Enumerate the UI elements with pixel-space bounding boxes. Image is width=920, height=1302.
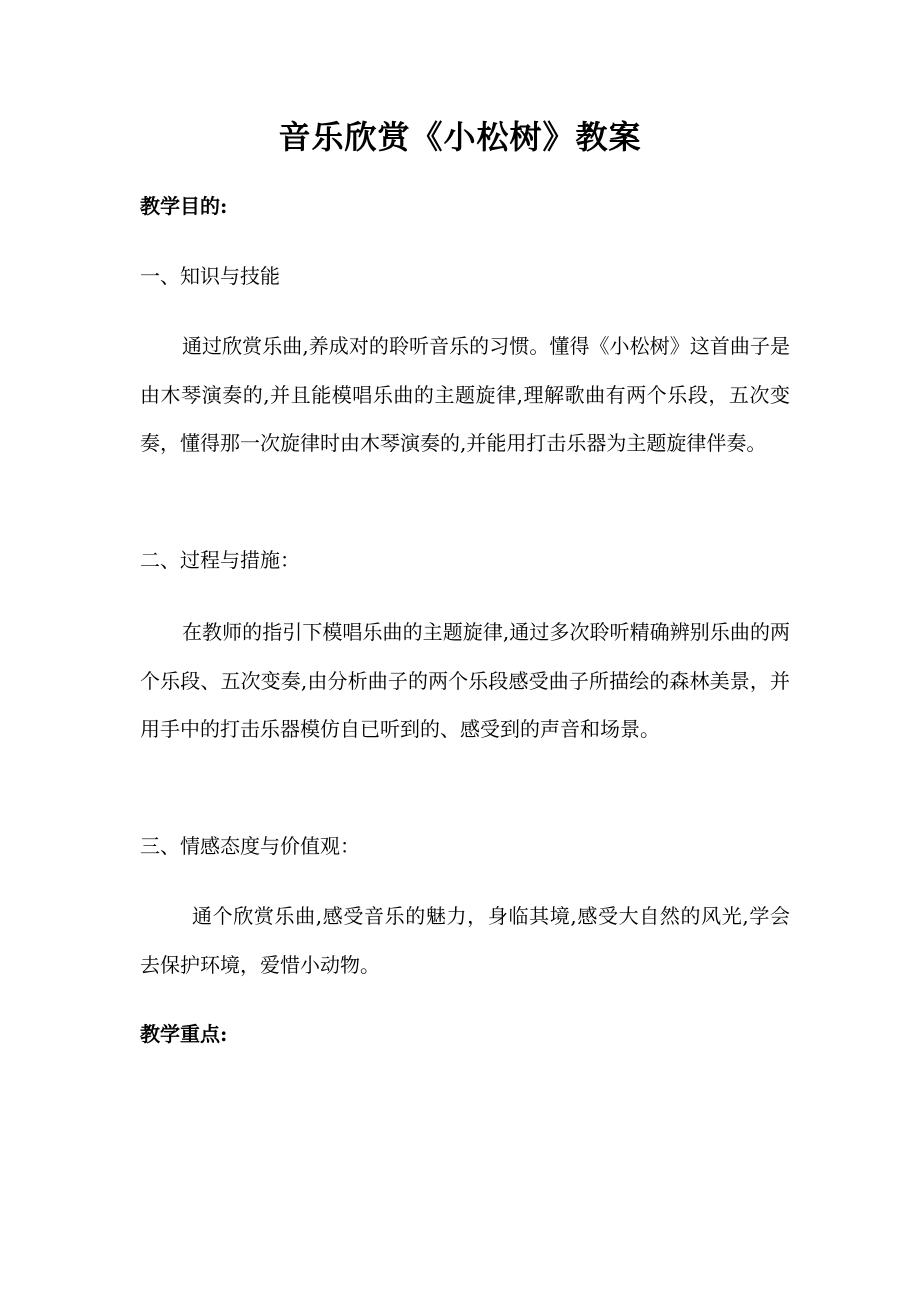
section3-heading: 三、情感态度与价值观： <box>140 834 360 858</box>
section1-paragraph: 通过欣赏乐曲,养成对的聆听音乐的习惯。懂得《小松树》这首曲子是由木琴演奏的,并且能模唱乐曲的主题旋律,理解歌曲有两个乐段，五次变奏，懂得那一次旋律时由木琴演奏的,并能用打击乐器为主题旋律伴奏。 <box>140 334 790 455</box>
document-title: 音乐欣赏《小松树》教案 <box>278 118 642 156</box>
section2-paragraph: 在教师的指引下模唱乐曲的主题旋律,通过多次聆听精确辨别乐曲的两个乐段、五次变奏,由分析曲子的两个乐段感受曲子所描绘的森林美景，并用手中的打击乐器模仿自已听到的、感受到的声音和场景。 <box>140 620 790 741</box>
key-points-heading: 教学重点: <box>140 1022 228 1046</box>
objectives-heading: 教学目的: <box>140 194 228 218</box>
section1-heading: 一、知识与技能 <box>140 264 280 288</box>
section3-paragraph: 通个欣赏乐曲,感受音乐的魅力，身临其境,感受大自然的风光,学会去保护环境，爱惜小动物。 <box>140 904 790 977</box>
section2-heading: 二、过程与措施： <box>140 548 300 572</box>
